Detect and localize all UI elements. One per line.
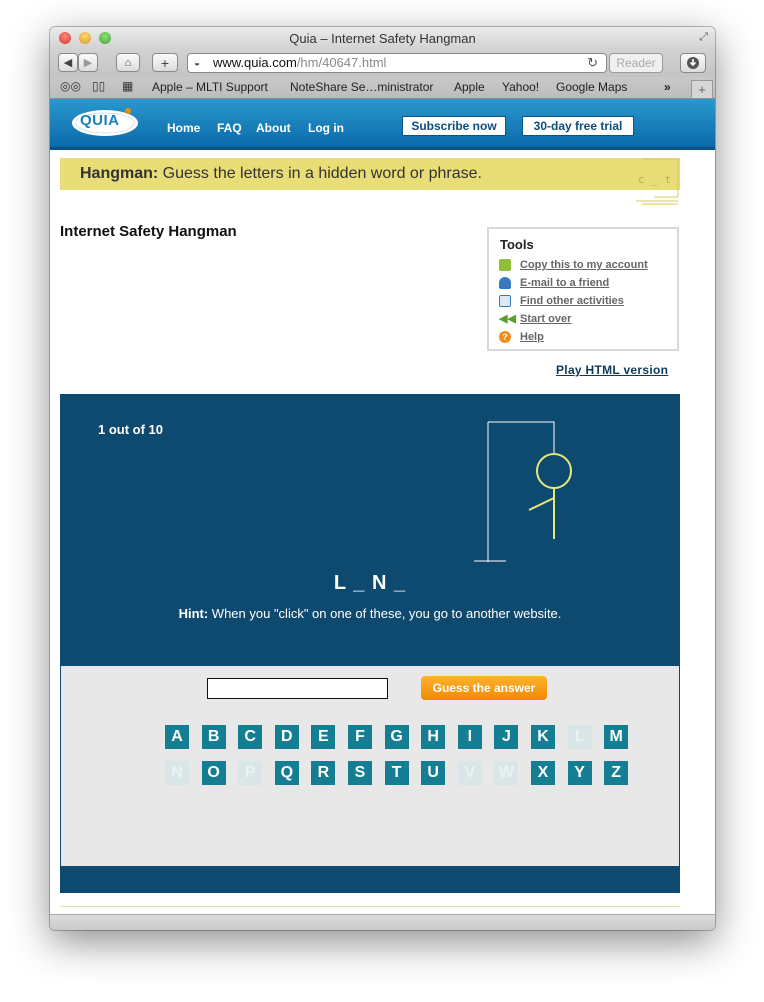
letter-button-c[interactable]: C — [238, 725, 262, 749]
letter-button-e[interactable]: E — [311, 725, 335, 749]
reading-list-icon[interactable]: ◎◎ — [60, 79, 81, 93]
letter-button-d[interactable]: D — [275, 725, 299, 749]
letter-button-m[interactable]: M — [604, 725, 628, 749]
letter-button-i[interactable]: I — [458, 725, 482, 749]
bookmark-item[interactable]: Google Maps — [556, 80, 628, 94]
more-bookmarks-chevron-icon[interactable]: » — [664, 80, 671, 94]
reload-icon[interactable]: ↻ — [587, 55, 598, 70]
hint-label: Hint: — [178, 606, 209, 621]
tool-email-label[interactable]: E-mail to a friend — [520, 277, 610, 289]
tool-find-label[interactable]: Find other activities — [520, 295, 624, 307]
url-path: /hm/40647.html — [296, 55, 387, 70]
letter-button-v: V — [458, 761, 482, 785]
hangman-game-area — [60, 394, 680, 666]
play-html-version-link[interactable]: Play HTML version — [556, 363, 669, 377]
browser-toolbar — [50, 49, 715, 77]
forward-button[interactable]: ▶ — [78, 53, 98, 72]
subscribe-button[interactable]: Subscribe now — [402, 116, 506, 136]
add-bookmark-button[interactable]: + — [152, 53, 178, 72]
letter-button-b[interactable]: B — [202, 725, 226, 749]
letter-button-y[interactable]: Y — [568, 761, 592, 785]
download-icon — [686, 56, 700, 70]
banner-heading: Hangman: — [80, 165, 159, 182]
tool-start-over-label[interactable]: Start over — [520, 313, 572, 325]
letter-button-k[interactable]: K — [531, 725, 555, 749]
letter-button-x[interactable]: X — [531, 761, 555, 785]
letter-button-w: W — [494, 761, 518, 785]
bookmark-item[interactable]: Yahoo! — [502, 80, 540, 94]
url-domain: www.quia.com — [213, 55, 297, 70]
site-icon: ◒ — [194, 58, 201, 69]
letter-button-r[interactable]: R — [311, 761, 335, 785]
bookmark-item[interactable]: Apple – MLTI Support — [152, 80, 268, 94]
letter-button-a[interactable]: A — [165, 725, 189, 749]
logo-text: QUIA — [80, 112, 120, 129]
fullscreen-icon[interactable]: ⤢ — [699, 31, 708, 43]
downloads-button[interactable] — [680, 53, 706, 73]
letter-button-q[interactable]: Q — [275, 761, 299, 785]
tool-help-label[interactable]: Help — [520, 331, 544, 343]
top-sites-grid-icon[interactable]: ▦ — [122, 79, 134, 93]
free-trial-button[interactable]: 30-day free trial — [522, 116, 634, 136]
activity-title: Internet Safety Hangman — [60, 223, 237, 240]
letter-button-u[interactable]: U — [421, 761, 445, 785]
browser-window — [50, 27, 715, 930]
email-friend-icon — [499, 277, 511, 289]
game-footer-bar — [60, 866, 680, 893]
hint-text — [60, 606, 680, 621]
address-bar[interactable] — [187, 53, 607, 73]
find-icon — [499, 295, 511, 307]
answer-input[interactable] — [207, 678, 388, 699]
letter-button-f[interactable]: F — [348, 725, 372, 749]
tool-copy-label[interactable]: Copy this to my account — [520, 259, 648, 271]
letter-button-l: L — [568, 725, 592, 749]
copy-icon — [499, 259, 511, 271]
nav-faq[interactable]: FAQ — [217, 121, 242, 135]
bookmarks-bar — [50, 77, 715, 99]
bookmark-item[interactable]: NoteShare Se…ministrator — [290, 80, 434, 94]
bookmarks-book-icon[interactable]: ▯▯ — [92, 79, 106, 93]
svg-text:c _ t: c _ t — [638, 173, 672, 186]
letter-button-h[interactable]: H — [421, 725, 445, 749]
window-bottom-edge — [50, 914, 715, 930]
hidden-word: L _ N _ — [333, 572, 407, 594]
hangman-gallows-drawing — [465, 404, 585, 564]
letter-button-t[interactable]: T — [385, 761, 409, 785]
hint-content: When you "click" on one of these, you go to another website. — [208, 606, 562, 621]
new-tab-button[interactable]: + — [691, 80, 713, 98]
banner-description: Guess the letters in a hidden word or phrase. — [158, 165, 482, 182]
letter-button-g[interactable]: G — [385, 725, 409, 749]
letter-button-p: P — [238, 761, 262, 785]
nav-home[interactable]: Home — [167, 121, 201, 135]
letter-button-n: N — [165, 761, 189, 785]
activity-banner — [60, 158, 680, 190]
banner-text — [80, 165, 482, 183]
help-icon: ? — [499, 331, 511, 343]
home-button[interactable]: ⌂ — [116, 53, 140, 72]
nav-login[interactable]: Log in — [308, 121, 344, 135]
footer-divider — [60, 906, 680, 907]
letter-button-j[interactable]: J — [494, 725, 518, 749]
site-header — [50, 99, 715, 150]
hangman-decoration-icon — [634, 157, 680, 205]
letter-button-z[interactable]: Z — [604, 761, 628, 785]
progress-counter: 1 out of 10 — [98, 422, 164, 437]
nav-about[interactable]: About — [256, 121, 291, 135]
bookmark-item[interactable]: Apple — [454, 80, 485, 94]
letter-button-s[interactable]: S — [348, 761, 372, 785]
guess-panel — [60, 666, 680, 866]
window-title: Quia – Internet Safety Hangman — [289, 31, 476, 46]
letter-button-o[interactable]: O — [202, 761, 226, 785]
back-button[interactable]: ◀ — [58, 53, 78, 72]
reader-button[interactable]: Reader — [609, 53, 663, 73]
guess-answer-button[interactable]: Guess the answer — [421, 676, 547, 700]
rewind-icon: ◀◀ — [499, 313, 516, 325]
title-bar — [50, 27, 715, 49]
tools-panel — [487, 227, 679, 351]
tools-title: Tools — [500, 237, 534, 252]
